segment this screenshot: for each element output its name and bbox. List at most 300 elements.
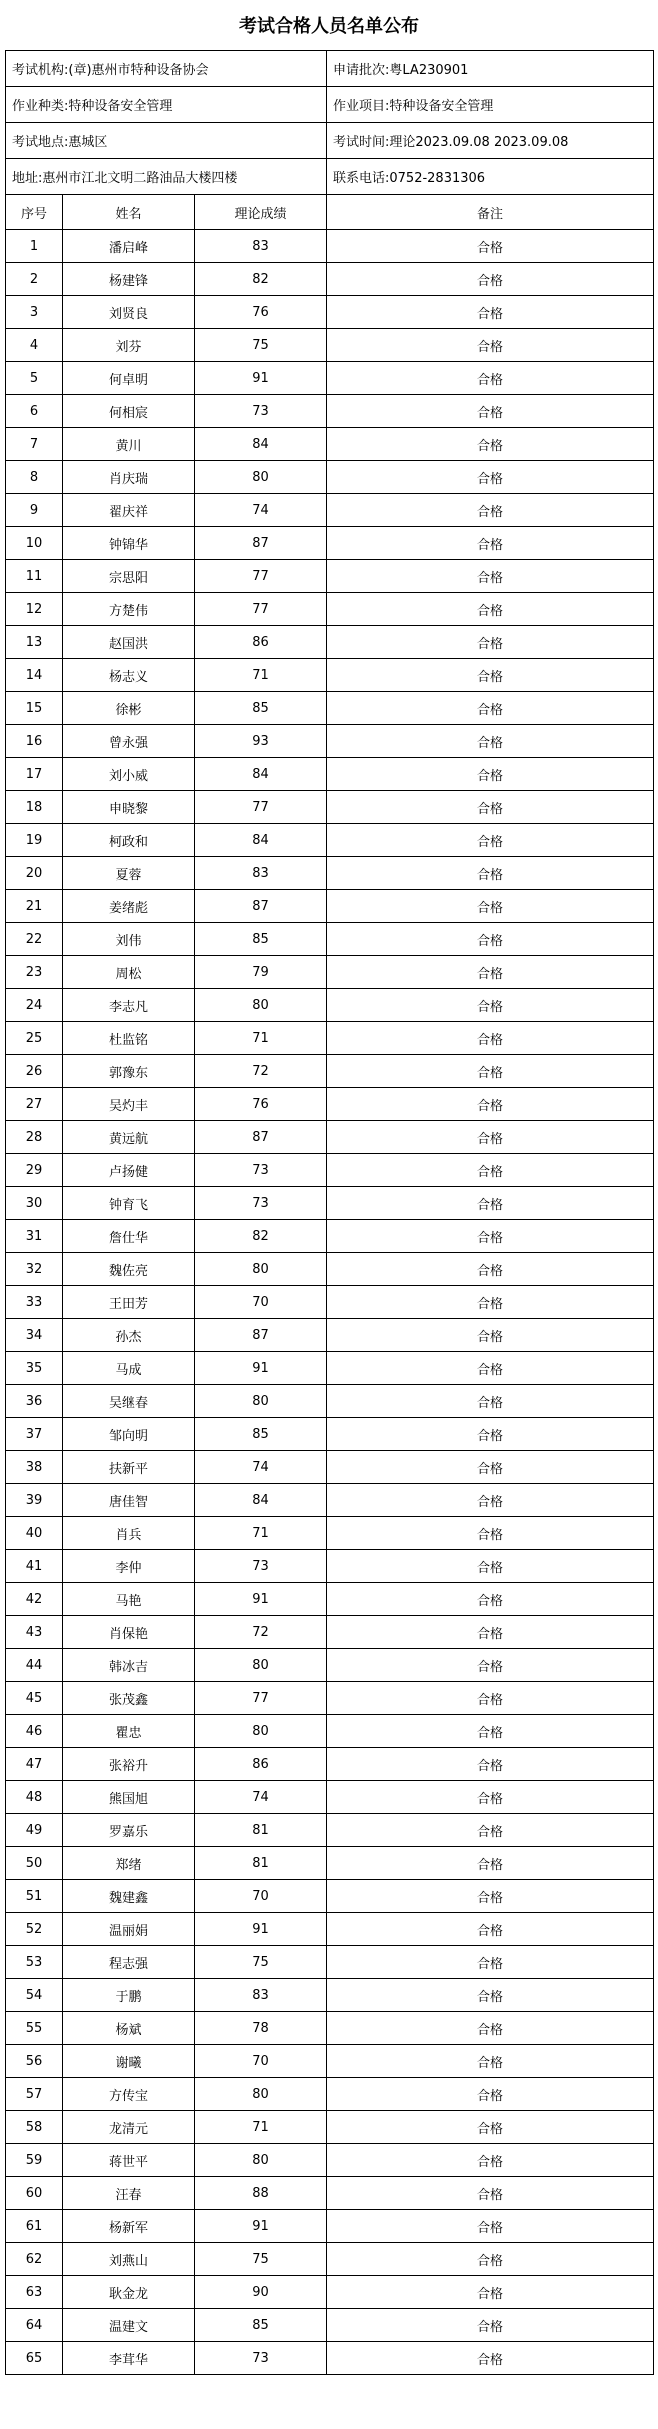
cell-score: 87 bbox=[195, 890, 327, 923]
cell-name: 孙杰 bbox=[63, 1319, 195, 1352]
cell-index: 56 bbox=[6, 2045, 63, 2078]
cell-index: 24 bbox=[6, 989, 63, 1022]
table-row bbox=[6, 1286, 654, 1319]
table-row bbox=[6, 2210, 654, 2243]
cell-index: 40 bbox=[6, 1517, 63, 1550]
cell-score: 80 bbox=[195, 1649, 327, 1682]
cell-remark: 合格 bbox=[327, 1154, 654, 1187]
cell-name: 李仲 bbox=[63, 1550, 195, 1583]
table-row bbox=[6, 2144, 654, 2177]
cell-name: 唐佳智 bbox=[63, 1484, 195, 1517]
cell-score: 74 bbox=[195, 494, 327, 527]
exam-info-table bbox=[5, 50, 654, 195]
category-cell bbox=[6, 87, 327, 123]
cell-score: 71 bbox=[195, 1022, 327, 1055]
cell-remark: 合格 bbox=[327, 527, 654, 560]
cell-score: 77 bbox=[195, 560, 327, 593]
cell-name: 钟锦华 bbox=[63, 527, 195, 560]
item-value: 特种设备安全管理 bbox=[389, 99, 494, 114]
cell-remark: 合格 bbox=[327, 989, 654, 1022]
cell-index: 20 bbox=[6, 857, 63, 890]
batch-value: 粤LA230901 bbox=[389, 63, 469, 78]
cell-remark: 合格 bbox=[327, 1583, 654, 1616]
table-row bbox=[6, 2276, 654, 2309]
info-row bbox=[6, 87, 654, 123]
table-row bbox=[6, 659, 654, 692]
cell-name: 张裕升 bbox=[63, 1748, 195, 1781]
table-row bbox=[6, 2342, 654, 2375]
info-row bbox=[6, 159, 654, 195]
cell-remark: 合格 bbox=[327, 461, 654, 494]
cell-score: 70 bbox=[195, 1286, 327, 1319]
exam-org-cell bbox=[6, 51, 327, 87]
cell-name: 何卓明 bbox=[63, 362, 195, 395]
cell-index: 15 bbox=[6, 692, 63, 725]
cell-index: 51 bbox=[6, 1880, 63, 1913]
cell-score: 71 bbox=[195, 659, 327, 692]
cell-remark: 合格 bbox=[327, 2243, 654, 2276]
cell-name: 郑绪 bbox=[63, 1847, 195, 1880]
table-row bbox=[6, 1913, 654, 1946]
cell-name: 瞿忠 bbox=[63, 1715, 195, 1748]
cell-remark: 合格 bbox=[327, 2111, 654, 2144]
cell-remark: 合格 bbox=[327, 1121, 654, 1154]
cell-name: 钟育飞 bbox=[63, 1187, 195, 1220]
cell-index: 65 bbox=[6, 2342, 63, 2375]
cell-index: 25 bbox=[6, 1022, 63, 1055]
table-row bbox=[6, 1847, 654, 1880]
cell-score: 76 bbox=[195, 296, 327, 329]
cell-name: 刘小威 bbox=[63, 758, 195, 791]
cell-name: 李茸华 bbox=[63, 2342, 195, 2375]
cell-index: 39 bbox=[6, 1484, 63, 1517]
cell-index: 12 bbox=[6, 593, 63, 626]
table-row bbox=[6, 1484, 654, 1517]
time-value: 理论2023.09.08 2023.09.08 bbox=[389, 135, 569, 150]
table-row bbox=[6, 1121, 654, 1154]
table-row bbox=[6, 1616, 654, 1649]
cell-index: 27 bbox=[6, 1088, 63, 1121]
cell-score: 78 bbox=[195, 2012, 327, 2045]
cell-index: 10 bbox=[6, 527, 63, 560]
info-row bbox=[6, 51, 654, 87]
cell-name: 韩冰吉 bbox=[63, 1649, 195, 1682]
cell-index: 26 bbox=[6, 1055, 63, 1088]
cell-name: 邹向明 bbox=[63, 1418, 195, 1451]
location-cell bbox=[6, 123, 327, 159]
cell-index: 11 bbox=[6, 560, 63, 593]
cell-remark: 合格 bbox=[327, 1088, 654, 1121]
table-row bbox=[6, 692, 654, 725]
table-row bbox=[6, 2045, 654, 2078]
cell-name: 方传宝 bbox=[63, 2078, 195, 2111]
cell-score: 85 bbox=[195, 692, 327, 725]
cell-index: 53 bbox=[6, 1946, 63, 1979]
cell-remark: 合格 bbox=[327, 593, 654, 626]
table-row bbox=[6, 824, 654, 857]
table-row bbox=[6, 461, 654, 494]
cell-index: 47 bbox=[6, 1748, 63, 1781]
cell-index: 43 bbox=[6, 1616, 63, 1649]
location-value: 惠城区 bbox=[68, 135, 108, 150]
cell-score: 91 bbox=[195, 1913, 327, 1946]
cell-score: 80 bbox=[195, 1385, 327, 1418]
cell-remark: 合格 bbox=[327, 2045, 654, 2078]
table-row bbox=[6, 395, 654, 428]
cell-score: 79 bbox=[195, 956, 327, 989]
cell-remark: 合格 bbox=[327, 1847, 654, 1880]
cell-name: 杨志义 bbox=[63, 659, 195, 692]
cell-remark: 合格 bbox=[327, 329, 654, 362]
cell-score: 86 bbox=[195, 626, 327, 659]
header-index: 序号 bbox=[6, 195, 63, 230]
cell-remark: 合格 bbox=[327, 2177, 654, 2210]
cell-name: 肖兵 bbox=[63, 1517, 195, 1550]
table-row bbox=[6, 725, 654, 758]
cell-remark: 合格 bbox=[327, 1253, 654, 1286]
item-label: 作业项目: bbox=[333, 99, 390, 114]
cell-index: 45 bbox=[6, 1682, 63, 1715]
cell-remark: 合格 bbox=[327, 1913, 654, 1946]
cell-remark: 合格 bbox=[327, 692, 654, 725]
batch-label: 申请批次: bbox=[333, 63, 390, 78]
cell-score: 93 bbox=[195, 725, 327, 758]
cell-index: 1 bbox=[6, 230, 63, 263]
cell-remark: 合格 bbox=[327, 1418, 654, 1451]
cell-index: 29 bbox=[6, 1154, 63, 1187]
cell-index: 57 bbox=[6, 2078, 63, 2111]
cell-score: 73 bbox=[195, 2342, 327, 2375]
table-row bbox=[6, 1517, 654, 1550]
cell-remark: 合格 bbox=[327, 2078, 654, 2111]
cell-remark: 合格 bbox=[327, 1781, 654, 1814]
cell-index: 6 bbox=[6, 395, 63, 428]
cell-score: 73 bbox=[195, 395, 327, 428]
cell-remark: 合格 bbox=[327, 1715, 654, 1748]
cell-name: 程志强 bbox=[63, 1946, 195, 1979]
cell-remark: 合格 bbox=[327, 1484, 654, 1517]
table-row bbox=[6, 494, 654, 527]
cell-index: 16 bbox=[6, 725, 63, 758]
cell-score: 82 bbox=[195, 1220, 327, 1253]
cell-remark: 合格 bbox=[327, 857, 654, 890]
cell-index: 61 bbox=[6, 2210, 63, 2243]
cell-index: 14 bbox=[6, 659, 63, 692]
header-score: 理论成绩 bbox=[195, 195, 327, 230]
cell-remark: 合格 bbox=[327, 428, 654, 461]
cell-score: 73 bbox=[195, 1187, 327, 1220]
cell-score: 87 bbox=[195, 1319, 327, 1352]
table-header-row bbox=[6, 195, 654, 230]
cell-score: 81 bbox=[195, 1814, 327, 1847]
cell-name: 刘贤良 bbox=[63, 296, 195, 329]
cell-index: 13 bbox=[6, 626, 63, 659]
cell-index: 19 bbox=[6, 824, 63, 857]
cell-index: 36 bbox=[6, 1385, 63, 1418]
document-title: 考试合格人员名单公布 bbox=[239, 16, 419, 37]
cell-score: 73 bbox=[195, 1550, 327, 1583]
cell-name: 温建文 bbox=[63, 2309, 195, 2342]
cell-name: 刘芬 bbox=[63, 329, 195, 362]
cell-index: 2 bbox=[6, 263, 63, 296]
cell-name: 郭豫东 bbox=[63, 1055, 195, 1088]
cell-score: 91 bbox=[195, 1352, 327, 1385]
address-label: 地址: bbox=[12, 171, 43, 186]
table-row bbox=[6, 758, 654, 791]
table-row bbox=[6, 1253, 654, 1286]
cell-name: 杜监铭 bbox=[63, 1022, 195, 1055]
cell-name: 周松 bbox=[63, 956, 195, 989]
table-row bbox=[6, 890, 654, 923]
time-cell bbox=[327, 123, 654, 159]
cell-score: 72 bbox=[195, 1055, 327, 1088]
cell-index: 44 bbox=[6, 1649, 63, 1682]
cell-index: 48 bbox=[6, 1781, 63, 1814]
cell-name: 卢扬健 bbox=[63, 1154, 195, 1187]
cell-score: 72 bbox=[195, 1616, 327, 1649]
cell-score: 75 bbox=[195, 329, 327, 362]
cell-index: 4 bbox=[6, 329, 63, 362]
cell-remark: 合格 bbox=[327, 1979, 654, 2012]
results-table bbox=[5, 194, 654, 2375]
cell-name: 张茂鑫 bbox=[63, 1682, 195, 1715]
cell-remark: 合格 bbox=[327, 824, 654, 857]
cell-remark: 合格 bbox=[327, 791, 654, 824]
cell-score: 71 bbox=[195, 2111, 327, 2144]
table-row bbox=[6, 1946, 654, 1979]
time-label: 考试时间: bbox=[333, 135, 390, 150]
table-row bbox=[6, 362, 654, 395]
cell-remark: 合格 bbox=[327, 659, 654, 692]
cell-score: 80 bbox=[195, 461, 327, 494]
cell-name: 杨新军 bbox=[63, 2210, 195, 2243]
header-name: 姓名 bbox=[63, 195, 195, 230]
cell-name: 杨建锋 bbox=[63, 263, 195, 296]
table-row bbox=[6, 1220, 654, 1253]
cell-score: 85 bbox=[195, 2309, 327, 2342]
cell-name: 熊国旭 bbox=[63, 1781, 195, 1814]
table-row bbox=[6, 2111, 654, 2144]
cell-score: 80 bbox=[195, 989, 327, 1022]
cell-score: 70 bbox=[195, 2045, 327, 2078]
cell-name: 蒋世平 bbox=[63, 2144, 195, 2177]
table-row bbox=[6, 1055, 654, 1088]
cell-index: 59 bbox=[6, 2144, 63, 2177]
cell-score: 86 bbox=[195, 1748, 327, 1781]
address-cell bbox=[6, 159, 327, 195]
cell-remark: 合格 bbox=[327, 2309, 654, 2342]
table-row bbox=[6, 560, 654, 593]
table-row bbox=[6, 1814, 654, 1847]
table-row bbox=[6, 1715, 654, 1748]
table-row bbox=[6, 857, 654, 890]
cell-remark: 合格 bbox=[327, 1022, 654, 1055]
table-row bbox=[6, 1352, 654, 1385]
cell-name: 肖庆瑞 bbox=[63, 461, 195, 494]
cell-index: 7 bbox=[6, 428, 63, 461]
table-row bbox=[6, 2177, 654, 2210]
cell-remark: 合格 bbox=[327, 362, 654, 395]
cell-remark: 合格 bbox=[327, 1682, 654, 1715]
cell-remark: 合格 bbox=[327, 758, 654, 791]
cell-score: 74 bbox=[195, 1781, 327, 1814]
cell-index: 9 bbox=[6, 494, 63, 527]
table-row bbox=[6, 2012, 654, 2045]
cell-index: 23 bbox=[6, 956, 63, 989]
cell-remark: 合格 bbox=[327, 263, 654, 296]
cell-index: 31 bbox=[6, 1220, 63, 1253]
cell-name: 翟庆祥 bbox=[63, 494, 195, 527]
table-row bbox=[6, 1781, 654, 1814]
cell-name: 曾永强 bbox=[63, 725, 195, 758]
phone-cell bbox=[327, 159, 654, 195]
table-row bbox=[6, 296, 654, 329]
cell-remark: 合格 bbox=[327, 1946, 654, 1979]
cell-index: 37 bbox=[6, 1418, 63, 1451]
table-row bbox=[6, 1880, 654, 1913]
cell-remark: 合格 bbox=[327, 560, 654, 593]
table-row bbox=[6, 1550, 654, 1583]
cell-name: 赵国洪 bbox=[63, 626, 195, 659]
table-row bbox=[6, 593, 654, 626]
phone-label: 联系电话: bbox=[333, 171, 390, 186]
cell-score: 82 bbox=[195, 263, 327, 296]
batch-cell bbox=[327, 51, 654, 87]
cell-index: 52 bbox=[6, 1913, 63, 1946]
cell-name: 黄川 bbox=[63, 428, 195, 461]
cell-index: 22 bbox=[6, 923, 63, 956]
cell-index: 8 bbox=[6, 461, 63, 494]
cell-remark: 合格 bbox=[327, 626, 654, 659]
cell-score: 71 bbox=[195, 1517, 327, 1550]
cell-index: 3 bbox=[6, 296, 63, 329]
cell-score: 91 bbox=[195, 362, 327, 395]
cell-remark: 合格 bbox=[327, 1649, 654, 1682]
table-row bbox=[6, 1385, 654, 1418]
cell-name: 马艳 bbox=[63, 1583, 195, 1616]
cell-score: 75 bbox=[195, 1946, 327, 1979]
cell-name: 柯政和 bbox=[63, 824, 195, 857]
cell-index: 30 bbox=[6, 1187, 63, 1220]
cell-score: 83 bbox=[195, 1979, 327, 2012]
cell-remark: 合格 bbox=[327, 1319, 654, 1352]
table-row bbox=[6, 428, 654, 461]
cell-score: 90 bbox=[195, 2276, 327, 2309]
cell-remark: 合格 bbox=[327, 725, 654, 758]
cell-remark: 合格 bbox=[327, 2012, 654, 2045]
table-row bbox=[6, 263, 654, 296]
cell-score: 84 bbox=[195, 428, 327, 461]
table-row bbox=[6, 1979, 654, 2012]
table-row bbox=[6, 1022, 654, 1055]
cell-name: 何相宸 bbox=[63, 395, 195, 428]
table-row bbox=[6, 1451, 654, 1484]
cell-name: 罗嘉乐 bbox=[63, 1814, 195, 1847]
cell-name: 杨斌 bbox=[63, 2012, 195, 2045]
cell-score: 81 bbox=[195, 1847, 327, 1880]
cell-name: 姜绪彪 bbox=[63, 890, 195, 923]
cell-score: 75 bbox=[195, 2243, 327, 2276]
cell-score: 80 bbox=[195, 1715, 327, 1748]
cell-name: 刘燕山 bbox=[63, 2243, 195, 2276]
table-row bbox=[6, 527, 654, 560]
cell-index: 5 bbox=[6, 362, 63, 395]
cell-index: 50 bbox=[6, 1847, 63, 1880]
phone-value: 0752-2831306 bbox=[389, 171, 486, 186]
cell-remark: 合格 bbox=[327, 1352, 654, 1385]
cell-remark: 合格 bbox=[327, 2342, 654, 2375]
cell-remark: 合格 bbox=[327, 1748, 654, 1781]
cell-remark: 合格 bbox=[327, 2144, 654, 2177]
cell-index: 60 bbox=[6, 2177, 63, 2210]
table-row bbox=[6, 2078, 654, 2111]
cell-score: 84 bbox=[195, 824, 327, 857]
cell-index: 54 bbox=[6, 1979, 63, 2012]
cell-score: 70 bbox=[195, 1880, 327, 1913]
table-row bbox=[6, 1319, 654, 1352]
cell-index: 28 bbox=[6, 1121, 63, 1154]
cell-remark: 合格 bbox=[327, 230, 654, 263]
cell-score: 85 bbox=[195, 923, 327, 956]
cell-score: 80 bbox=[195, 1253, 327, 1286]
item-cell bbox=[327, 87, 654, 123]
cell-index: 49 bbox=[6, 1814, 63, 1847]
cell-name: 马成 bbox=[63, 1352, 195, 1385]
cell-remark: 合格 bbox=[327, 2210, 654, 2243]
cell-name: 夏蓉 bbox=[63, 857, 195, 890]
cell-score: 83 bbox=[195, 230, 327, 263]
cell-name: 吴继春 bbox=[63, 1385, 195, 1418]
table-row bbox=[6, 1418, 654, 1451]
cell-score: 84 bbox=[195, 758, 327, 791]
cell-score: 77 bbox=[195, 1682, 327, 1715]
table-row bbox=[6, 1154, 654, 1187]
table-row bbox=[6, 956, 654, 989]
cell-name: 黄远航 bbox=[63, 1121, 195, 1154]
cell-remark: 合格 bbox=[327, 1880, 654, 1913]
cell-remark: 合格 bbox=[327, 1055, 654, 1088]
cell-score: 77 bbox=[195, 593, 327, 626]
cell-score: 88 bbox=[195, 2177, 327, 2210]
cell-score: 80 bbox=[195, 2078, 327, 2111]
cell-name: 龙清元 bbox=[63, 2111, 195, 2144]
cell-remark: 合格 bbox=[327, 1814, 654, 1847]
cell-score: 80 bbox=[195, 2144, 327, 2177]
cell-remark: 合格 bbox=[327, 1286, 654, 1319]
table-row bbox=[6, 230, 654, 263]
cell-remark: 合格 bbox=[327, 956, 654, 989]
cell-name: 肖保艳 bbox=[63, 1616, 195, 1649]
cell-score: 87 bbox=[195, 527, 327, 560]
category-value: 特种设备安全管理 bbox=[68, 99, 173, 114]
cell-name: 詹仕华 bbox=[63, 1220, 195, 1253]
cell-score: 91 bbox=[195, 2210, 327, 2243]
cell-remark: 合格 bbox=[327, 494, 654, 527]
cell-name: 吴灼丰 bbox=[63, 1088, 195, 1121]
table-row bbox=[6, 1682, 654, 1715]
cell-index: 34 bbox=[6, 1319, 63, 1352]
cell-remark: 合格 bbox=[327, 1517, 654, 1550]
cell-name: 王田芳 bbox=[63, 1286, 195, 1319]
cell-remark: 合格 bbox=[327, 890, 654, 923]
table-row bbox=[6, 1583, 654, 1616]
table-row bbox=[6, 923, 654, 956]
cell-index: 58 bbox=[6, 2111, 63, 2144]
cell-remark: 合格 bbox=[327, 296, 654, 329]
cell-remark: 合格 bbox=[327, 1451, 654, 1484]
table-row bbox=[6, 1088, 654, 1121]
cell-remark: 合格 bbox=[327, 1187, 654, 1220]
